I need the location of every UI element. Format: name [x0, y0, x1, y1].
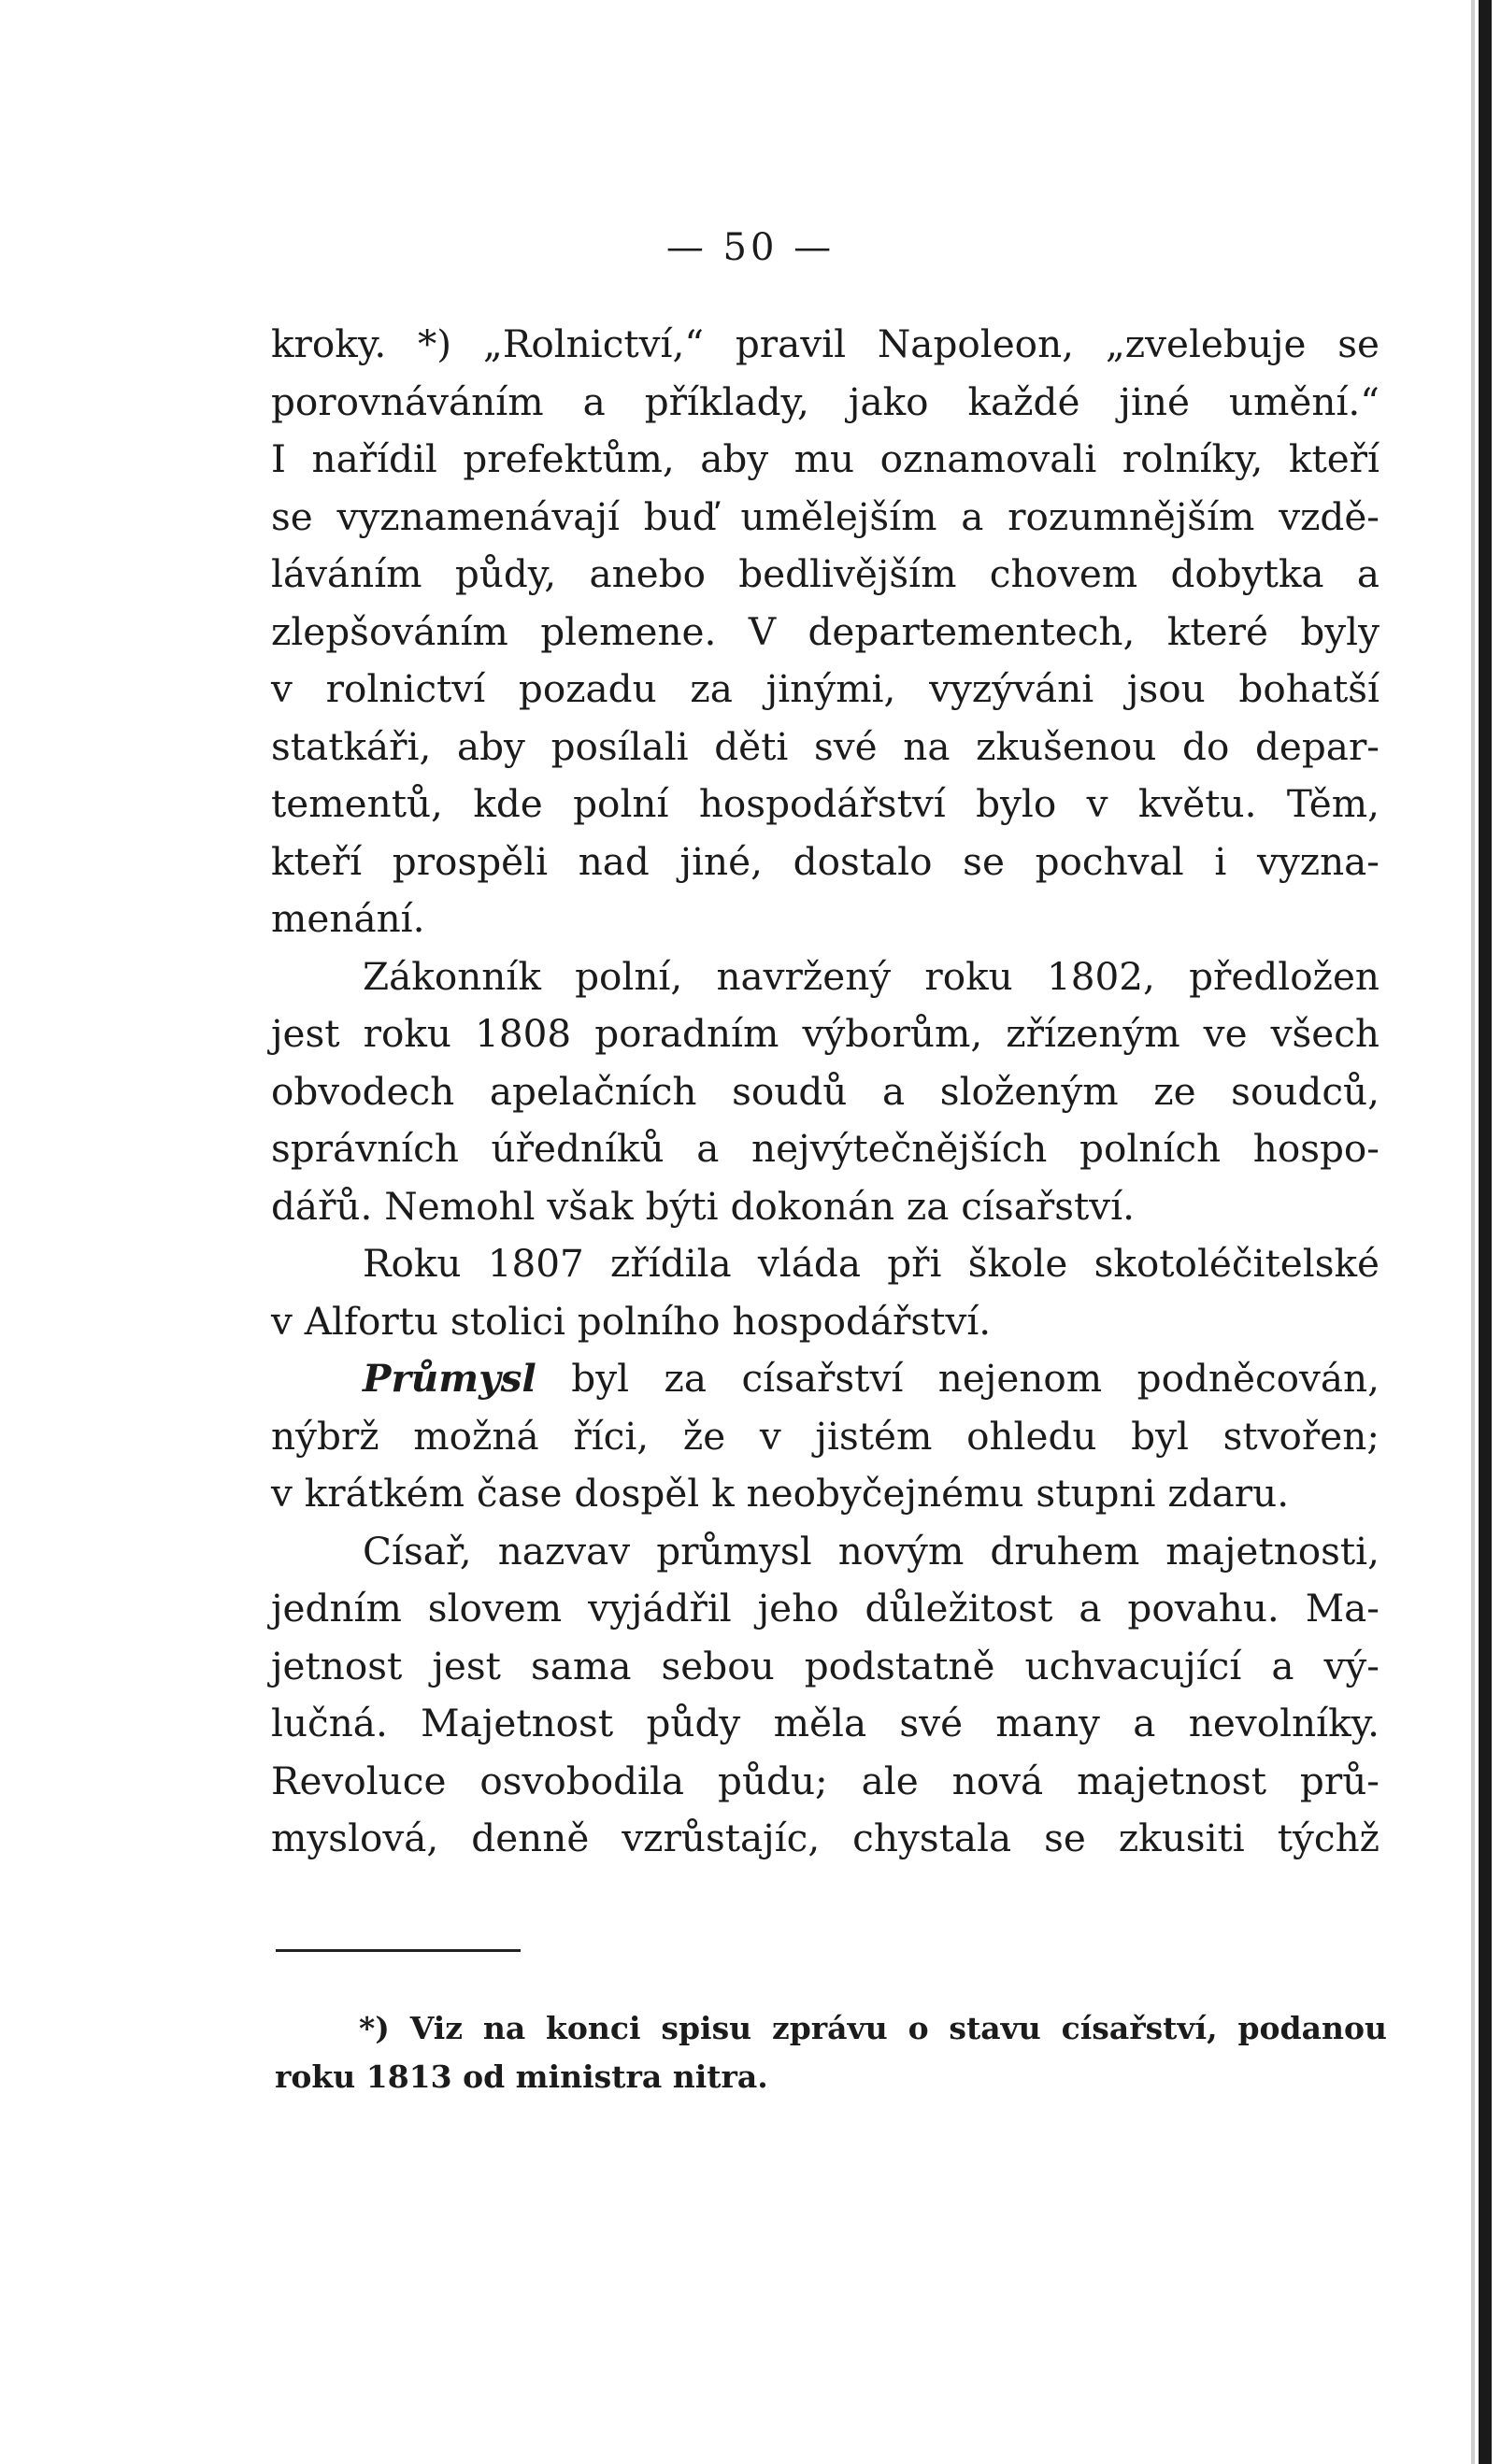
text-line: správních úředníků a nejvýtečnějších polních hospo- — [271, 1126, 1379, 1171]
text-line: I nařídil prefektům, aby mu oznamovali rolníky, kteří — [271, 436, 1379, 481]
text-line: jest roku 1808 poradním výborům, zřízeným ve všech — [271, 1011, 1379, 1056]
text-line: Císař, nazvav průmysl novým druhem majetnosti, — [363, 1528, 1379, 1574]
footnote-line: *) Viz na konci spisu zprávu o stavu císařství, podanou — [359, 2010, 1387, 2046]
text-line: porovnáváním a příklady, jako každé jiné umění.“ — [271, 378, 1379, 424]
body-text — [271, 316, 1379, 1868]
text-line: nýbrž možná říci, že v jistém ohledu byl stvořen; — [271, 1413, 1379, 1459]
text-line: statkáři, aby posílali děti své na zkušenou do depar- — [271, 723, 1379, 769]
page-number: — 50 — — [665, 226, 836, 269]
footnote-divider — [276, 1949, 521, 1952]
text-line: obvodech apelačních soudů a složeným ze soudců, — [271, 1068, 1379, 1114]
text-line: láváním půdy, anebo bedlivějším chovem dobytka a — [271, 551, 1379, 596]
footnote — [275, 2004, 1387, 2101]
text-line: dářů. Nemohl však býti dokonán za císařství. — [271, 1183, 1135, 1229]
page-edge-shadow — [1471, 0, 1475, 2464]
text-line: myslová, denně vzrůstajíc, chystala se zkusiti týchž — [271, 1816, 1379, 1860]
text-line: kroky. *) „Rolnictví,“ pravil Napoleon, „zvelebuje se — [271, 321, 1379, 366]
page-binding-edge — [1479, 0, 1492, 2464]
text-line: Roku 1807 zřídila vláda při škole skotoléčitelské — [363, 1241, 1379, 1286]
text-line: jedním slovem vyjádřil jeho důležitost a povahu. Ma- — [271, 1586, 1379, 1631]
text-line: zlepšováním plemene. V departementech, které byly — [271, 608, 1379, 654]
text-line-rest: byl za císařství nejenom podněcován, — [571, 1356, 1379, 1401]
text-line: v krátkém čase dospěl k neobyčejnému stupni zdaru. — [271, 1471, 1290, 1516]
text-line: menání. — [271, 896, 425, 941]
emphasis-word: Průmysl — [363, 1356, 536, 1401]
text-line: Zákonník polní, navržený roku 1802, předložen — [363, 953, 1379, 999]
footnote-line: roku 1813 od ministra nitra. — [275, 2058, 768, 2095]
text-line: lučná. Majetnost půdy měla své many a nevolníky. — [271, 1701, 1379, 1745]
text-line: v rolnictví pozadu za jinými, vyzýváni jsou bohatší — [271, 666, 1379, 711]
text-line: Revoluce osvobodila půdu; ale nová majetnost prů- — [271, 1758, 1379, 1803]
text-line — [271, 1350, 1379, 1408]
text-line: kteří prospěli nad jiné, dostalo se pochval i vyzna- — [271, 838, 1379, 884]
text-line: tementů, kde polní hospodářství bylo v květu. Těm, — [271, 781, 1379, 826]
text-line: v Alfortu stolici polního hospodářství. — [271, 1298, 992, 1344]
text-line: se vyznamenávají buď umělejším a rozumnějším vzdě- — [271, 493, 1379, 539]
text-line: jetnost jest sama sebou podstatně uchvacující a vý- — [271, 1643, 1379, 1688]
